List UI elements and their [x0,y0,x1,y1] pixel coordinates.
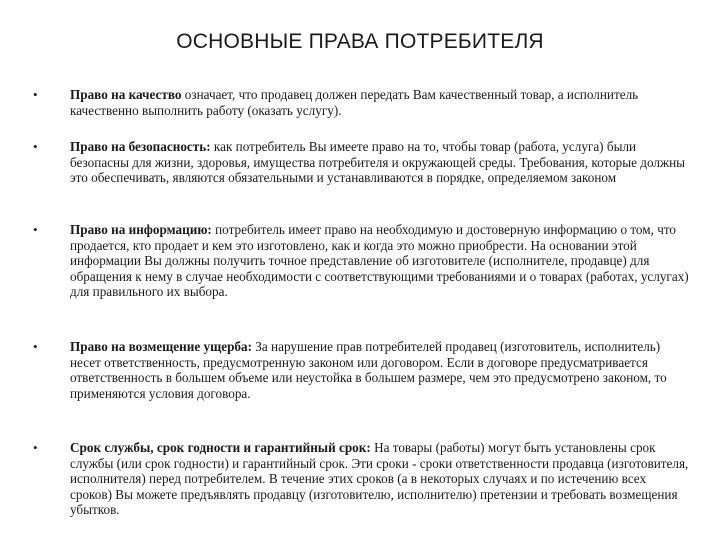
item-term: Право на возмещение ущерба: [70,339,252,354]
bullet-icon: • [33,339,38,354]
item-term: Право на информацию: [70,222,212,237]
list-item [33,87,690,118]
item-term: Право на безопасность: [70,139,211,154]
page-title: ОСНОВНЫЕ ПРАВА ПОТРЕБИТЕЛЯ [176,30,544,53]
bullet-icon: • [33,87,38,102]
item-text: как потребитель Вы имеете право на то, чтобы товар (работа, услуга) были безопасны для жизни, здоровья, имущества потребителя и окружающей среды. Требования, которые должны это обеспечивать, являются обязательными и устанавливаются в порядке, определяемом законом [70,139,686,186]
item-text: На товары (работы) могут быть установлены срок службы (или срок годности) и гарантийный срок. Эти сроки - сроки ответственности продавца (изготовителя, исполнителя) перед потребителем. В течение этих сроков (а в некоторых случаях и по истечению всех сроков) Вы можете предъявлять продавцу (изготовителю, исполнителю) претензии и требовать возмещения убытков. [70,440,689,518]
item-term: Срок службы, срок годности и гарантийный срок: [70,440,371,455]
list-item [33,339,690,401]
bullet-icon: • [33,222,38,237]
item-term: Право на качество [70,87,182,102]
list-item [33,440,690,518]
item-text: означает, что продавец должен передать Вам качественный товар, а исполнитель качественно выполнить работу (оказать услугу). [70,87,639,118]
bullet-icon: • [33,139,38,154]
item-text: потребитель имеет право на необходимую и достоверную информацию о том, что продается, кто продает и кем это изготовлено, как и когда это можно приобрести. На основании этой информации Вы должны получить точное представление об изготовителе (исполнителе, продавце) для обращения к нему в случае необходимости с соответствующими требованиями и о товарах (работах, услугах) для правильного их выбора. [70,222,689,300]
bullet-icon: • [33,440,38,455]
item-text: За нарушение прав потребителей продавец (изготовитель, исполнитель) несет ответственность, предусмотренную законом или договором. Если в договоре предусматривается ответственность в большем объеме или неустойка в большем размере, чем это предусмотрено законом, то применяются условия договора. [70,339,667,401]
list-item [33,222,690,300]
list-item [33,139,690,186]
